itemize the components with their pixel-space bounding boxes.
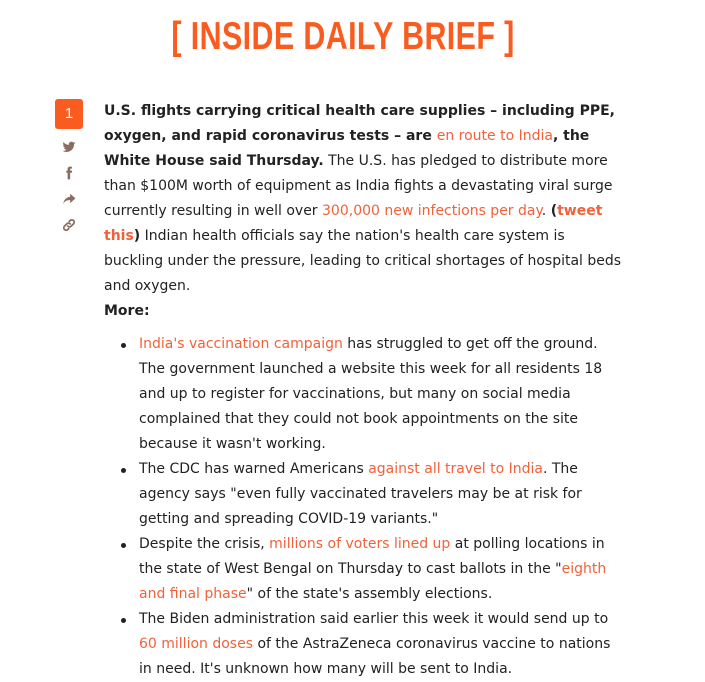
- link-60-million-doses[interactable]: 60 million doses: [139, 636, 254, 652]
- link-voters-lined-up[interactable]: millions of voters lined up: [269, 536, 451, 552]
- bullet-text: The Biden administration said earlier this week it would send up to: [139, 611, 609, 627]
- bullet-text: " of the state's assembly elections.: [246, 586, 493, 602]
- more-label: More:: [104, 303, 150, 319]
- body-text: The U.S. has pledged to distribute more than $100M worth of equipment as India fights a devastating viral surge currently resulting in well over: [104, 153, 613, 219]
- list-item: [139, 457, 624, 532]
- link-en-route-to-india[interactable]: en route to India: [436, 128, 553, 144]
- masthead-title: [ INSIDE DAILY BRIEF ]: [171, 15, 515, 58]
- bullet-text: Despite the crisis,: [139, 536, 270, 552]
- twitter-icon[interactable]: [55, 139, 83, 155]
- lead-paragraph: [104, 99, 624, 299]
- lead-bold-1: U.S. flights carrying critical health care supplies – including PPE, oxygen, and rapid coronavirus tests – are: [104, 103, 615, 144]
- link-icon[interactable]: [55, 217, 83, 233]
- list-item: [139, 607, 624, 682]
- bullet-text: of the AstraZeneca coronavirus vaccine to nations in need. It's unknown how many will be sent to India.: [139, 636, 611, 677]
- list-item: [139, 332, 624, 457]
- body-text: Indian health officials say the nation's health care system is buckling under the pressure, leading to critical shortages of hospital beds and oxygen.: [104, 228, 622, 294]
- link-against-travel[interactable]: against all travel to India: [368, 461, 543, 477]
- bullet-text: at polling locations in the state of West Bengal on Thursday to cast ballots in the ": [139, 536, 605, 577]
- bullet-text: . The agency says "even fully vaccinated travelers may be at risk for getting and spreading COVID-19 variants.": [139, 461, 582, 527]
- story-number-badge: 1: [55, 99, 83, 129]
- paren: ): [133, 228, 141, 244]
- lead-bold-2: , the White House said Thursday.: [104, 128, 590, 169]
- share-icon[interactable]: [55, 191, 83, 207]
- tweet-this-link[interactable]: tweet this: [104, 203, 603, 244]
- body-text: .: [541, 203, 551, 219]
- bullet-text: The CDC has warned Americans: [139, 461, 369, 477]
- link-final-phase[interactable]: eighth and final phase: [139, 561, 607, 602]
- paren: (: [550, 203, 558, 219]
- bullet-text: has struggled to get off the ground. The government launched a website this week for all residents 18 and up to register for vaccinations, but many on social media complained that they could not book appointments on the site because it wasn't working.: [139, 336, 603, 452]
- masthead: [0, 14, 686, 60]
- share-rail: [55, 99, 83, 233]
- list-item: [139, 532, 624, 607]
- link-new-infections[interactable]: 300,000 new infections per day: [322, 203, 542, 219]
- link-vaccination-campaign[interactable]: India's vaccination campaign: [139, 336, 343, 352]
- more-list: [104, 332, 624, 682]
- facebook-icon[interactable]: [55, 165, 83, 181]
- story-content: [104, 99, 624, 682]
